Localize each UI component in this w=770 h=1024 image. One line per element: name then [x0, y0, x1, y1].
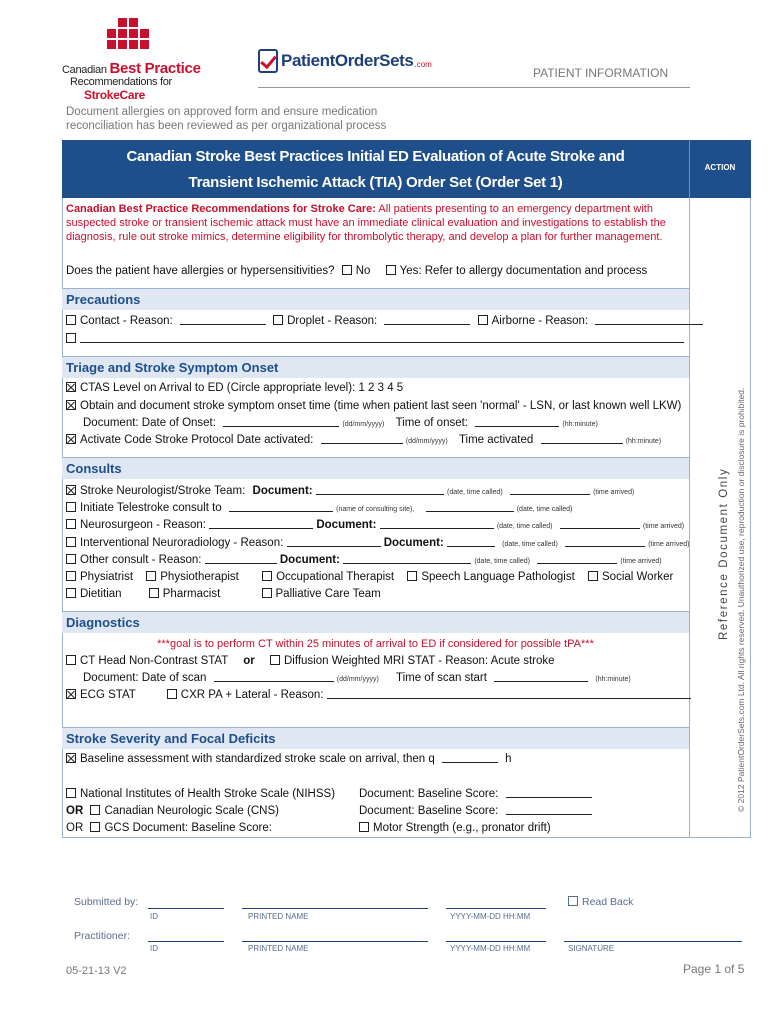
baseline-frequency-field[interactable]: [442, 753, 498, 763]
submitted-id-line[interactable]: [148, 908, 224, 909]
neurosurgeon-row: Neurosurgeon - Reason: Document: (date, time called) (time arrived): [66, 519, 684, 531]
date-of-scan-field[interactable]: [214, 672, 334, 682]
onset-time-row: Obtain and document stroke symptom onset time (time when patient last seen 'normal' - LSN, or last known well LKW): [66, 400, 681, 412]
precautions-row: Contact - Reason: Droplet - Reason: Airborne - Reason:: [66, 315, 703, 327]
interventional-reason-field[interactable]: [287, 537, 381, 547]
ecg-cxr-row: ECG STAT CXR PA + Lateral - Reason:: [66, 689, 691, 701]
cbp-logo: Canadian Best Practice Recommendations for StrokeCare: [62, 18, 192, 98]
ctas-row: CTAS Level on Arrival to ED (Circle appropriate level): 1 2 3 4 5: [66, 382, 403, 394]
time-of-scan-field[interactable]: [494, 672, 588, 682]
palliative-care-checkbox[interactable]: [262, 588, 272, 598]
physiatrist-checkbox[interactable]: [66, 571, 76, 581]
allergy-question: Does the patient have allergies or hypersensitivities? No Yes: Refer to allergy documentation and process: [66, 265, 648, 277]
code-stroke-row: Activate Code Stroke Protocol Date activated: (dd/mm/yyyy) Time activated (hh:minute): [66, 434, 661, 446]
diagnostics-section-header: [62, 611, 689, 633]
neurologist-arrived-field[interactable]: [510, 485, 590, 495]
neurologist-called-field[interactable]: [316, 485, 444, 495]
precautions-other-row: [66, 333, 684, 345]
gcs-checkbox[interactable]: [90, 822, 100, 832]
precautions-heading: Precautions: [66, 292, 141, 307]
cns-row: OR Canadian Neurologic Scale (CNS): [66, 805, 279, 817]
neurologist-checkbox[interactable]: [66, 485, 76, 495]
practitioner-datetime-line[interactable]: [446, 941, 546, 942]
consults-section-header: [62, 457, 689, 479]
ct-head-checkbox[interactable]: [66, 655, 76, 665]
cns-score-field[interactable]: [506, 805, 592, 815]
copyright-notice: © 2012 PatientOrderSets.com Ltd. All rights reserved. Unauthorized use, reproduction or disclosure is prohibited.: [736, 387, 746, 812]
interventional-row: Interventional Neuroradiology - Reason: Document: (date, time called) (time arrived): [66, 537, 689, 549]
consults-heading: Consults: [66, 461, 122, 476]
droplet-reason-field[interactable]: [384, 315, 470, 325]
date-activated-field[interactable]: [321, 434, 403, 444]
speech-language-checkbox[interactable]: [407, 571, 417, 581]
scan-document-row: Document: Date of scan (dd/mm/yyyy) Time of scan start (hh:minute): [83, 672, 631, 684]
other-precaution-field[interactable]: [80, 333, 684, 343]
neurosurgeon-checkbox[interactable]: [66, 519, 76, 529]
code-stroke-checkbox[interactable]: [66, 434, 76, 444]
allied-health-row-2: Dietitian Pharmacist Palliative Care Team: [66, 588, 381, 600]
time-of-onset-field[interactable]: [475, 417, 559, 427]
onset-time-checkbox[interactable]: [66, 400, 76, 410]
nihss-score-row: Document: Baseline Score:: [359, 788, 592, 800]
droplet-checkbox[interactable]: [273, 315, 283, 325]
other-consult-called-field[interactable]: [343, 554, 471, 564]
contact-checkbox[interactable]: [66, 315, 76, 325]
date-of-onset-field[interactable]: [223, 417, 339, 427]
precautions-section-header: [62, 288, 689, 310]
interventional-called-field[interactable]: [447, 537, 495, 547]
action-column-divider: [689, 198, 690, 838]
triage-heading: Triage and Stroke Symptom Onset: [66, 360, 279, 375]
mri-checkbox[interactable]: [270, 655, 280, 665]
telestroke-site-field[interactable]: [229, 502, 333, 512]
nihss-row: National Institutes of Health Stroke Scale (NIHSS): [66, 788, 335, 800]
social-worker-checkbox[interactable]: [588, 571, 598, 581]
interventional-checkbox[interactable]: [66, 537, 76, 547]
baseline-checkbox[interactable]: [66, 753, 76, 763]
baseline-row: Baseline assessment with standardized stroke scale on arrival, then q h: [66, 753, 512, 765]
ct-goal-note: ***goal is to perform CT within 25 minutes of arrival to ED if considered for possible tPA***: [157, 638, 594, 650]
read-back-checkbox[interactable]: [568, 896, 578, 906]
neurosurgeon-called-field[interactable]: [380, 519, 494, 529]
gcs-row: OR GCS Document: Baseline Score:: [66, 822, 272, 834]
action-label: ACTION: [704, 163, 736, 172]
contact-reason-field[interactable]: [180, 315, 266, 325]
airborne-reason-field[interactable]: [595, 315, 703, 325]
other-precaution-checkbox[interactable]: [66, 333, 76, 343]
other-consult-reason-field[interactable]: [205, 554, 277, 564]
practitioner-signature-line[interactable]: [564, 941, 742, 942]
pharmacist-checkbox[interactable]: [149, 588, 159, 598]
motor-strength-row: Motor Strength (e.g., pronator drift): [359, 822, 551, 834]
imaging-row: CT Head Non-Contrast STAT or Diffusion Weighted MRI STAT - Reason: Acute stroke: [66, 655, 555, 667]
page-title-line1: Canadian Stroke Best Practices Initial ED Evaluation of Acute Stroke and: [126, 148, 625, 165]
page-number: Page 1 of 5: [683, 962, 745, 976]
patientordersets-logo: PatientOrderSets .com: [258, 48, 432, 74]
practitioner-id-line[interactable]: [148, 941, 224, 942]
dietitian-checkbox[interactable]: [66, 588, 76, 598]
read-back-row: Read Back: [568, 896, 633, 908]
cns-score-row: Document: Baseline Score:: [359, 805, 592, 817]
onset-document-row: Document: Date of Onset: (dd/mm/yyyy) Time of onset: (hh:minute): [83, 417, 598, 429]
other-consult-row: Other consult - Reason: Document: (date, time called) (time arrived): [66, 554, 662, 566]
interventional-arrived-field[interactable]: [565, 537, 645, 547]
telestroke-called-field[interactable]: [426, 502, 514, 512]
practitioner-name-line[interactable]: [242, 941, 428, 942]
time-activated-field[interactable]: [541, 434, 623, 444]
telestroke-row: Initiate Telestroke consult to (name of consulting site), (date, time called): [66, 502, 572, 514]
allergy-no-checkbox[interactable]: [342, 265, 352, 275]
physiotherapist-checkbox[interactable]: [146, 571, 156, 581]
motor-strength-checkbox[interactable]: [359, 822, 369, 832]
cns-checkbox[interactable]: [90, 805, 100, 815]
allied-health-row-1: Physiatrist Physiotherapist Occupational Therapist Speech Language Pathologist Social Worker: [66, 571, 673, 583]
cxr-checkbox[interactable]: [167, 689, 177, 699]
intro-paragraph: Canadian Best Practice Recommendations for Stroke Care: All patients presenting to an emergency department with suspected stroke or transient ischemic attack must have an immediate clinical evaluation and investigations to establish the diagnosis, rule out stroke mimics, determine eligibility for thrombolytic therapy, and develop a plan for further management.: [66, 203, 666, 243]
submitted-name-line[interactable]: [242, 908, 428, 909]
version-label: 05-21-13 V2: [66, 965, 127, 977]
cxr-reason-field[interactable]: [327, 689, 691, 699]
allergy-note: Document allergies on approved form and ensure medication reconciliation has been reviewed as per organizational process: [66, 106, 387, 132]
occupational-therapist-checkbox[interactable]: [262, 571, 272, 581]
neurosurgeon-arrived-field[interactable]: [560, 519, 640, 529]
ecg-checkbox[interactable]: [66, 689, 76, 699]
submitted-datetime-line[interactable]: [446, 908, 546, 909]
page-title-line2: Transient Ischemic Attack (TIA) Order Set (Order Set 1): [188, 174, 563, 191]
ctas-checkbox[interactable]: [66, 382, 76, 392]
other-consult-arrived-field[interactable]: [537, 554, 617, 564]
airborne-checkbox[interactable]: [478, 315, 488, 325]
checkmark-icon: [258, 49, 278, 73]
nihss-score-field[interactable]: [506, 788, 592, 798]
telestroke-checkbox[interactable]: [66, 502, 76, 512]
nihss-checkbox[interactable]: [66, 788, 76, 798]
patient-information-divider: [258, 87, 690, 88]
other-consult-checkbox[interactable]: [66, 554, 76, 564]
neurologist-row: Stroke Neurologist/Stroke Team: Document: (date, time called) (time arrived): [66, 485, 634, 497]
allergy-yes-checkbox[interactable]: [386, 265, 396, 275]
diagnostics-heading: Diagnostics: [66, 615, 140, 630]
practitioner-label: Practitioner:: [74, 930, 131, 942]
reference-document-watermark: Reference Document Only: [718, 467, 730, 640]
severity-heading: Stroke Severity and Focal Deficits: [66, 731, 276, 746]
neurosurgeon-reason-field[interactable]: [209, 519, 313, 529]
patient-information-label: PATIENT INFORMATION: [533, 66, 669, 80]
submitted-by-label: Submitted by:: [74, 896, 139, 908]
